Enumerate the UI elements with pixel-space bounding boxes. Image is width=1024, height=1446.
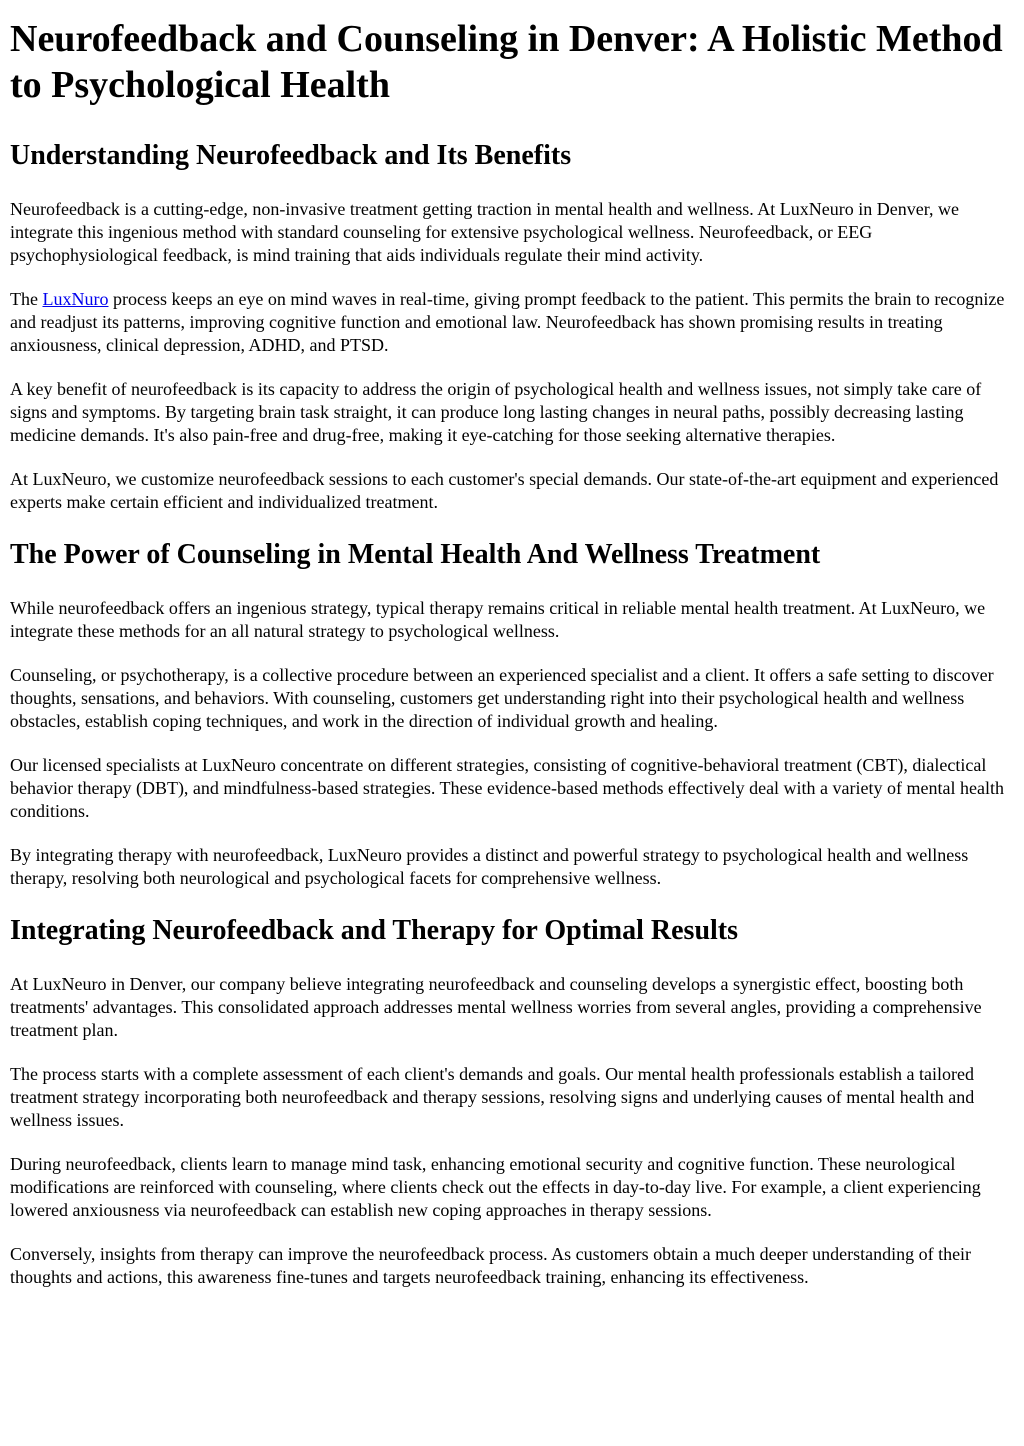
section-heading-integrating: Integrating Neurofeedback and Therapy for Optimal Results xyxy=(10,915,739,946)
section-heading-neurofeedback-benefits: Understanding Neurofeedback and Its Benefits xyxy=(10,140,572,171)
paragraph: By integrating therapy with neurofeedback, LuxNeuro provides a distinct and powerful strategy to psychological health and wellness therapy, resolving both neurological and psychological facets for comprehensive wellness. xyxy=(10,845,969,888)
paragraph: Our licensed specialists at LuxNeuro concentrate on different strategies, consisting of cognitive-behavioral treatment (CBT), dialectical behavior therapy (DBT), and mindfulness-based strategies. These evidence-based methods effectively deal with a variety of mental health conditions. xyxy=(10,755,1004,821)
paragraph-text: process keeps an eye on mind waves in real-time, giving prompt feedback to the patient. This permits the brain to recognize and readjust its patterns, improving cognitive function and emotional law. Neurofeedback has shown promising results in treating anxiousness, clinical depression, ADHD, and PTSD. xyxy=(10,289,1005,355)
paragraph: The process starts with a complete assessment of each client's demands and goals. Our mental health professionals establish a tailored treatment strategy incorporating both neurofeedback and therapy sessions, resolving signs and underlying causes of mental health and wellness issues. xyxy=(10,1064,975,1130)
page-title: Neurofeedback and Counseling in Denver: A Holistic Method to Psychological Health xyxy=(10,18,1003,106)
paragraph: During neurofeedback, clients learn to manage mind task, enhancing emotional security and cognitive function. These neurological modifications are reinforced with counseling, where clients check out the effects in day-to-day live. For example, a client experiencing lowered anxiousness via neurofeedback can establish new coping approaches in therapy sessions. xyxy=(10,1154,981,1220)
luxnuro-link[interactable]: LuxNuro xyxy=(42,289,109,309)
section-heading-counseling: The Power of Counseling in Mental Health And Wellness Treatment xyxy=(10,539,821,570)
paragraph: Counseling, or psychotherapy, is a collective procedure between an experienced specialist and a client. It offers a safe setting to discover thoughts, sensations, and behaviors. With counseling, customers get understanding right into their psychological health and wellness obstacles, establish coping techniques, and work in the direction of individual growth and healing. xyxy=(10,665,994,731)
paragraph: At LuxNeuro in Denver, our company believe integrating neurofeedback and counseling develops a synergistic effect, boosting both treatments' advantages. This consolidated approach addresses mental wellness worries from several angles, providing a comprehensive treatment plan. xyxy=(10,974,982,1040)
paragraph-with-link xyxy=(10,288,1014,357)
paragraph: Neurofeedback is a cutting-edge, non-invasive treatment getting traction in mental health and wellness. At LuxNeuro in Denver, we integrate this ingenious method with standard counseling for extensive psychological wellness. Neurofeedback, or EEG psychophysiological feedback, is mind training that aids individuals regulate their mind activity. xyxy=(10,199,959,265)
paragraph: At LuxNeuro, we customize neurofeedback sessions to each customer's special demands. Our state-of-the-art equipment and experienced experts make certain efficient and individualized treatment. xyxy=(10,469,999,512)
paragraph: A key benefit of neurofeedback is its capacity to address the origin of psychological health and wellness issues, not simply take care of signs and symptoms. By targeting brain task straight, it can produce long lasting changes in neural paths, possibly decreasing lasting medicine demands. It's also pain-free and drug-free, making it eye-catching for those seeking alternative therapies. xyxy=(10,379,982,445)
paragraph: Conversely, insights from therapy can improve the neurofeedback process. As customers obtain a much deeper understanding of their thoughts and actions, this awareness fine-tunes and targets neurofeedback training, enhancing its effectiveness. xyxy=(10,1244,972,1287)
paragraph: While neurofeedback offers an ingenious strategy, typical therapy remains critical in reliable mental health treatment. At LuxNeuro, we integrate these methods for an all natural strategy to psychological wellness. xyxy=(10,598,986,641)
paragraph-text: The xyxy=(10,289,43,309)
